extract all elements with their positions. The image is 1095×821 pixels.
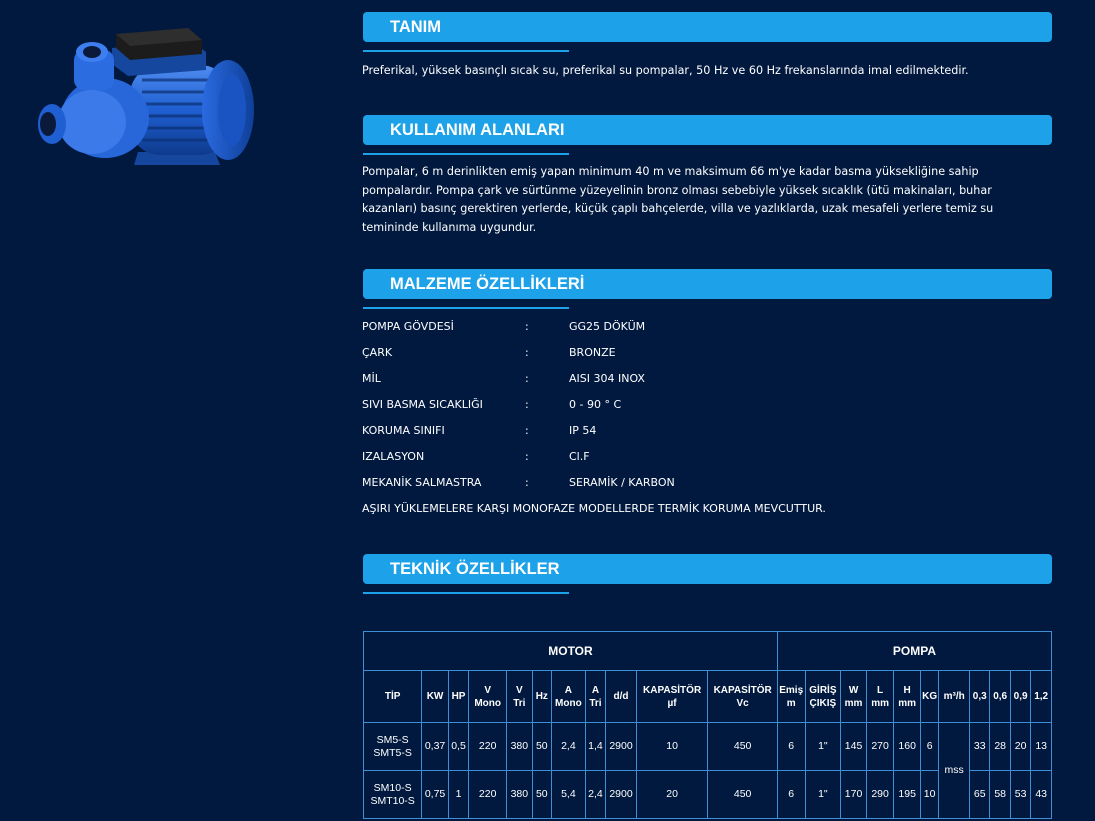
tip-line: SMT10-S	[370, 794, 415, 807]
cell-a-mono: 2,4	[552, 723, 586, 771]
pump-image	[30, 20, 262, 180]
section-title-malzeme: MALZEME ÖZELLİKLERİ	[363, 269, 1052, 299]
cell-q06: 28	[990, 723, 1010, 771]
motor-group-header: MOTOR	[364, 632, 778, 671]
cell-emis: 6	[777, 723, 805, 771]
header-line: Vc	[736, 697, 749, 709]
header-line: mm	[898, 697, 917, 709]
tip-line: SMT5-S	[373, 746, 412, 759]
section-underline	[363, 592, 569, 594]
material-row	[362, 344, 962, 362]
kullanim-line: Pompalar, 6 m derinlikten emiş yapan minimum 40 m ve maksimum 66 m'ye kadar basma yüksekliğine sahip	[362, 165, 979, 178]
header-line: mm	[871, 697, 889, 709]
header-line: A	[564, 684, 572, 696]
column-header	[777, 671, 805, 723]
cell-cap-uf: 20	[636, 771, 708, 819]
section-title-teknik: TEKNİK ÖZELLİKLER	[363, 554, 1052, 584]
cell-q12: 43	[1031, 771, 1052, 819]
material-separator: :	[525, 476, 529, 489]
column-header	[448, 671, 468, 723]
header-line: A	[591, 684, 600, 696]
material-value: IP 54	[569, 424, 597, 437]
header-line: Emiş	[779, 684, 804, 696]
material-value: SERAMİK / KARBON	[569, 476, 675, 489]
header-line: ÇIKIŞ	[809, 697, 837, 709]
material-key: MEKANİK SALMASTRA	[362, 476, 482, 489]
material-key: ÇARK	[362, 346, 393, 359]
material-row	[362, 448, 962, 466]
column-header	[970, 671, 990, 723]
column-header	[532, 671, 551, 723]
material-value: GG25 DÖKÜM	[569, 320, 646, 333]
material-separator: :	[525, 372, 529, 385]
header-line: V	[516, 684, 523, 696]
cell-l: 290	[866, 771, 894, 819]
table-row	[364, 723, 1052, 771]
pompa-group-header: POMPA	[777, 632, 1051, 671]
column-header	[920, 671, 938, 723]
column-header	[1031, 671, 1052, 723]
cell-giris: 1"	[805, 723, 841, 771]
material-separator: :	[525, 450, 529, 463]
column-header	[841, 671, 867, 723]
cell-w: 145	[841, 723, 867, 771]
header-line: KW	[426, 691, 444, 702]
column-header	[507, 671, 533, 723]
cell-giris: 1"	[805, 771, 841, 819]
header-line: TİP	[384, 691, 401, 702]
cell-q06: 58	[990, 771, 1010, 819]
kullanim-line: temininde kullanıma uygundur.	[362, 220, 537, 234]
cell-mss: mss	[939, 723, 970, 819]
header-line: 0,3	[972, 691, 987, 702]
header-line: 1,2	[1034, 691, 1049, 702]
header-line: Hz	[535, 691, 548, 702]
cell-v-tri: 380	[507, 723, 533, 771]
header-line: m³/h	[943, 691, 965, 702]
cell-h: 160	[894, 723, 921, 771]
cell-tip	[364, 723, 422, 771]
column-header	[866, 671, 894, 723]
header-line: mm	[844, 697, 863, 709]
material-key: IZALASYON	[362, 450, 425, 463]
kullanim-line: kazanları) basınç gerektiren yerlerde, küçük çaplı bahçelerde, villa ve yazlıklarda, uzak mesafeli yerlere temiz su	[362, 202, 994, 215]
cell-cap-uf: 10	[636, 723, 708, 771]
section-underline	[363, 50, 569, 52]
cell-hz: 50	[532, 771, 551, 819]
material-value: Cl.F	[569, 450, 590, 463]
material-key: POMPA GÖVDESİ	[362, 320, 454, 333]
material-value: 0 - 90 ° C	[569, 398, 622, 411]
column-header-row	[364, 671, 1052, 723]
kullanim-text	[362, 163, 993, 237]
header-line: m	[786, 697, 796, 709]
column-header	[805, 671, 841, 723]
section-underline	[363, 307, 569, 309]
material-note-text: AŞIRI YÜKLEMELERE KARŞI MONOFAZE MODELLERDE TERMİK KORUMA MEVCUTTUR.	[362, 502, 826, 515]
section-title-kullanim: KULLANIM ALANLARI	[363, 115, 1052, 145]
column-header	[990, 671, 1010, 723]
material-separator: :	[525, 398, 529, 411]
tip-line: SM5-S	[376, 733, 409, 746]
material-value: BRONZE	[569, 346, 616, 359]
header-line: L	[877, 684, 884, 696]
column-header	[1010, 671, 1030, 723]
cell-hp: 1	[448, 771, 468, 819]
cell-v-tri: 380	[507, 771, 533, 819]
header-line: KG	[922, 691, 938, 702]
header-line: Tri	[589, 697, 602, 709]
material-key: SIVI BASMA SICAKLIĞI	[362, 398, 483, 411]
cell-cap-vc: 450	[708, 723, 778, 771]
cell-kg: 6	[920, 723, 938, 771]
column-header	[552, 671, 586, 723]
column-header	[606, 671, 637, 723]
cell-kw: 0,75	[422, 771, 449, 819]
column-header	[585, 671, 605, 723]
header-line: KAPASİTÖR	[713, 684, 772, 696]
header-line: µf	[667, 697, 677, 709]
cell-v-mono: 220	[469, 771, 507, 819]
cell-q03: 65	[970, 771, 990, 819]
column-header	[939, 671, 970, 723]
cell-v-mono: 220	[469, 723, 507, 771]
material-value: AISI 304 INOX	[569, 372, 645, 385]
technical-specs-table	[363, 631, 1052, 819]
header-line: V	[484, 684, 491, 696]
section-title-tanim: TANIM	[363, 12, 1052, 42]
cell-kw: 0,37	[422, 723, 449, 771]
cell-w: 170	[841, 771, 867, 819]
column-header	[469, 671, 507, 723]
material-row	[362, 474, 962, 492]
header-line: Tri	[513, 697, 526, 709]
material-key: KORUMA SINIFI	[362, 424, 445, 437]
tanim-text: Preferikal, yüksek basınçlı sıcak su, preferikal su pompalar, 50 Hz ve 60 Hz frekanslarında imal edilmektedir.	[362, 64, 969, 77]
material-row	[362, 422, 962, 440]
header-line: 0,6	[993, 691, 1008, 702]
section-underline	[363, 153, 569, 155]
cell-a-mono: 5,4	[552, 771, 586, 819]
header-line: HP	[451, 691, 466, 702]
material-row	[362, 318, 962, 336]
cell-q09: 20	[1010, 723, 1030, 771]
header-line: GİRİŞ	[809, 684, 837, 696]
header-line: d/d	[613, 691, 629, 702]
cell-hp: 0,5	[448, 723, 468, 771]
column-header	[422, 671, 449, 723]
header-line: Mono	[474, 697, 501, 709]
material-row	[362, 370, 962, 388]
material-note	[362, 500, 1051, 518]
cell-a-tri: 1,4	[585, 723, 605, 771]
cell-q12: 13	[1031, 723, 1052, 771]
column-header	[894, 671, 921, 723]
cell-q09: 53	[1010, 771, 1030, 819]
material-separator: :	[525, 424, 529, 437]
material-row	[362, 396, 962, 414]
cell-h: 195	[894, 771, 921, 819]
column-header	[364, 671, 422, 723]
cell-a-tri: 2,4	[585, 771, 605, 819]
header-line: Mono	[555, 697, 582, 709]
cell-dd: 2900	[606, 723, 637, 771]
column-header	[708, 671, 778, 723]
cell-hz: 50	[532, 723, 551, 771]
material-separator: :	[525, 320, 529, 333]
tip-line: SM10-S	[373, 781, 412, 794]
material-key: MİL	[362, 372, 381, 385]
cell-cap-vc: 450	[708, 771, 778, 819]
cell-tip	[364, 771, 422, 819]
cell-dd: 2900	[606, 771, 637, 819]
kullanim-line: pompalardır. Pompa çark ve sürtünme yüzeyelinin bronz olması sebebiyle yüksek sıcaklık (ütü makinaları, buhar	[362, 183, 992, 197]
cell-kg: 10	[920, 771, 938, 819]
cell-l: 270	[866, 723, 894, 771]
header-line: W	[848, 684, 859, 696]
header-line: 0,9	[1013, 691, 1028, 702]
column-header	[636, 671, 708, 723]
header-line: H	[903, 684, 911, 696]
cell-q03: 33	[970, 723, 990, 771]
header-line: KAPASİTÖR	[643, 684, 702, 696]
material-separator: :	[525, 346, 529, 359]
cell-emis: 6	[777, 771, 805, 819]
